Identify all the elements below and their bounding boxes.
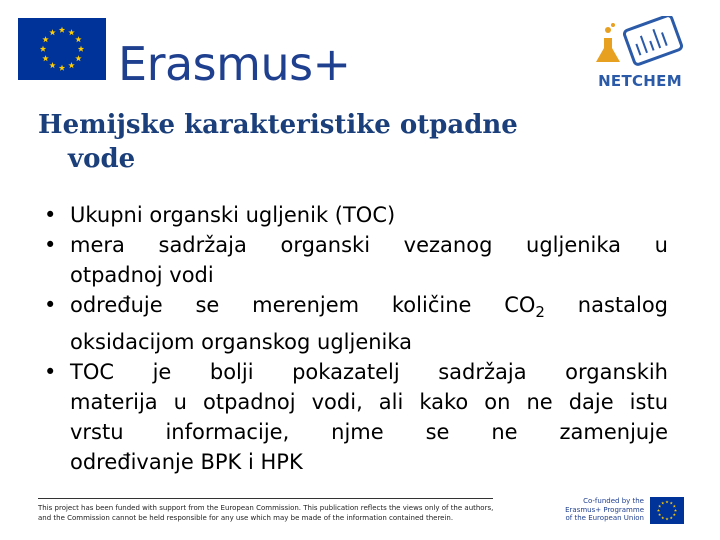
slide-title-line1: Hemijske karakteristike otpadne — [38, 110, 518, 140]
bullet-text: materija u otpadnoj vodi, ali kako on ne daje istu — [70, 390, 668, 415]
bullet-item-toc — [40, 200, 668, 230]
slide-title-line2: vode — [68, 144, 136, 174]
cofunded-line: Erasmus+ Programme — [565, 505, 644, 514]
bullet-text: oksidacijom organskog ugljenika — [70, 330, 413, 355]
bullet-text: Ukupni organski ugljenik (TOC) — [70, 203, 396, 227]
eu-flag-small-icon — [650, 497, 684, 524]
bullet-text: otpadnoj vodi — [70, 263, 214, 287]
footer-disclaimer — [38, 503, 518, 523]
bullet-item-measurement — [40, 290, 668, 357]
netchem-logo-text: NETCHEM — [598, 72, 682, 90]
footer-disclaimer-line: and the Commission cannot be held responsible for any use which may be made of the information contained therein. — [38, 514, 454, 522]
eu-flag-icon — [18, 18, 106, 80]
bullet-item-definition — [40, 230, 668, 290]
slide-title — [38, 108, 678, 176]
cofunded-label — [556, 497, 644, 523]
bullet-item-comparison — [40, 357, 668, 477]
bullet-dot-icon: • — [44, 293, 57, 317]
bullet-dot-icon: • — [44, 360, 57, 385]
bullet-text: određivanje BPK i HPK — [70, 450, 303, 475]
bullet-text: vrstu informacije, njme se ne zamenjuje — [70, 420, 668, 445]
bullet-text: mera sadržaja organski vezanog ugljenika u — [70, 233, 668, 257]
bullet-text: određuje se merenjem količine $CO_2$ nastalog — [70, 293, 668, 322]
bullet-list — [40, 200, 668, 477]
bullet-text: TOC je bolji pokazatelj sadržaja organskih — [70, 360, 668, 385]
cofunded-line: Co-funded by the — [583, 497, 644, 505]
cofunded-line: of the European Union — [565, 514, 644, 522]
erasmus-logo-text: Erasmus+ — [118, 37, 351, 91]
footer-divider — [38, 498, 493, 499]
bullet-dot-icon: • — [44, 233, 57, 257]
bullet-dot-icon: • — [44, 203, 57, 227]
footer-disclaimer-line: This project has been funded with support from the European Commission. This publication reflects the views only of the authors, — [38, 504, 494, 512]
